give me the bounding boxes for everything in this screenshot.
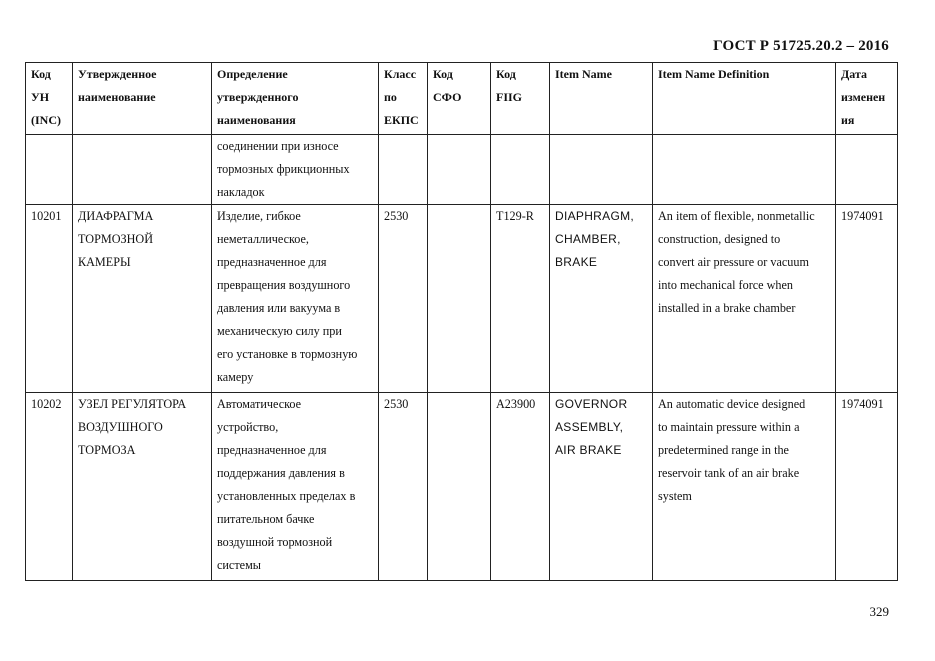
- cell-definition: Автоматическое устройство, предназначенное для поддержания давления в установленных пределах в питательном бачке воздушной тормозной системы: [212, 393, 379, 581]
- cell-class: 2530: [379, 205, 428, 393]
- cell-fiig: T129-R: [491, 205, 550, 393]
- cell-item-name: GOVERNOR ASSEMBLY, AIR BRAKE: [550, 393, 653, 581]
- cell-item-definition: An automatic device designed to maintain pressure within a predetermined range in the reservoir tank of an air brake system: [653, 393, 836, 581]
- cell-fiig: A23900: [491, 393, 550, 581]
- cell-date: 1974091: [836, 205, 898, 393]
- cell-inc: 10201: [26, 205, 73, 393]
- cell-definition: соединении при износе тормозных фрикционных накладок: [212, 135, 379, 205]
- standard-title: ГОСТ Р 51725.20.2 – 2016: [713, 38, 889, 54]
- cell-name: [73, 135, 212, 205]
- catalog-table: [25, 62, 898, 581]
- col-header-approved-name: Утвержденное наименование: [73, 63, 212, 135]
- cell-inc: [26, 135, 73, 205]
- page-number: 329: [869, 604, 889, 619]
- col-header-inc: Код УН (INC): [26, 63, 73, 135]
- cell-sfo: [428, 205, 491, 393]
- cell-sfo: [428, 393, 491, 581]
- cell-item-definition: [653, 135, 836, 205]
- col-header-sfo: Код СФО: [428, 63, 491, 135]
- cell-item-name: [550, 135, 653, 205]
- table-row: [26, 393, 898, 581]
- table-header-row: [26, 63, 898, 135]
- cell-sfo: [428, 135, 491, 205]
- cell-definition: Изделие, гибкое неметаллическое, предназначенное для превращения воздушного давления или вакуума в механическую силу при его установке в тормозную камеру: [212, 205, 379, 393]
- cell-class: [379, 135, 428, 205]
- col-header-item-name: Item Name: [550, 63, 653, 135]
- cell-item-definition: An item of flexible, nonmetallic construction, designed to convert air pressure or vacuum into mechanical force when installed in a brake chamber: [653, 205, 836, 393]
- cell-name: УЗЕЛ РЕГУЛЯТОРА ВОЗДУШНОГО ТОРМОЗА: [73, 393, 212, 581]
- col-header-date: Дата изменен ия: [836, 63, 898, 135]
- col-header-definition: Определение утвержденного наименования: [212, 63, 379, 135]
- table-row: [26, 205, 898, 393]
- cell-name: ДИАФРАГМА ТОРМОЗНОЙ КАМЕРЫ: [73, 205, 212, 393]
- col-header-fiig: Код FIIG: [491, 63, 550, 135]
- cell-item-name: DIAPHRAGM, CHAMBER, BRAKE: [550, 205, 653, 393]
- cell-date: [836, 135, 898, 205]
- cell-date: 1974091: [836, 393, 898, 581]
- cell-inc: 10202: [26, 393, 73, 581]
- cell-class: 2530: [379, 393, 428, 581]
- col-header-item-definition: Item Name Definition: [653, 63, 836, 135]
- cell-fiig: [491, 135, 550, 205]
- col-header-class: Класс по ЕКПС: [379, 63, 428, 135]
- table-row-continuation: [26, 135, 898, 205]
